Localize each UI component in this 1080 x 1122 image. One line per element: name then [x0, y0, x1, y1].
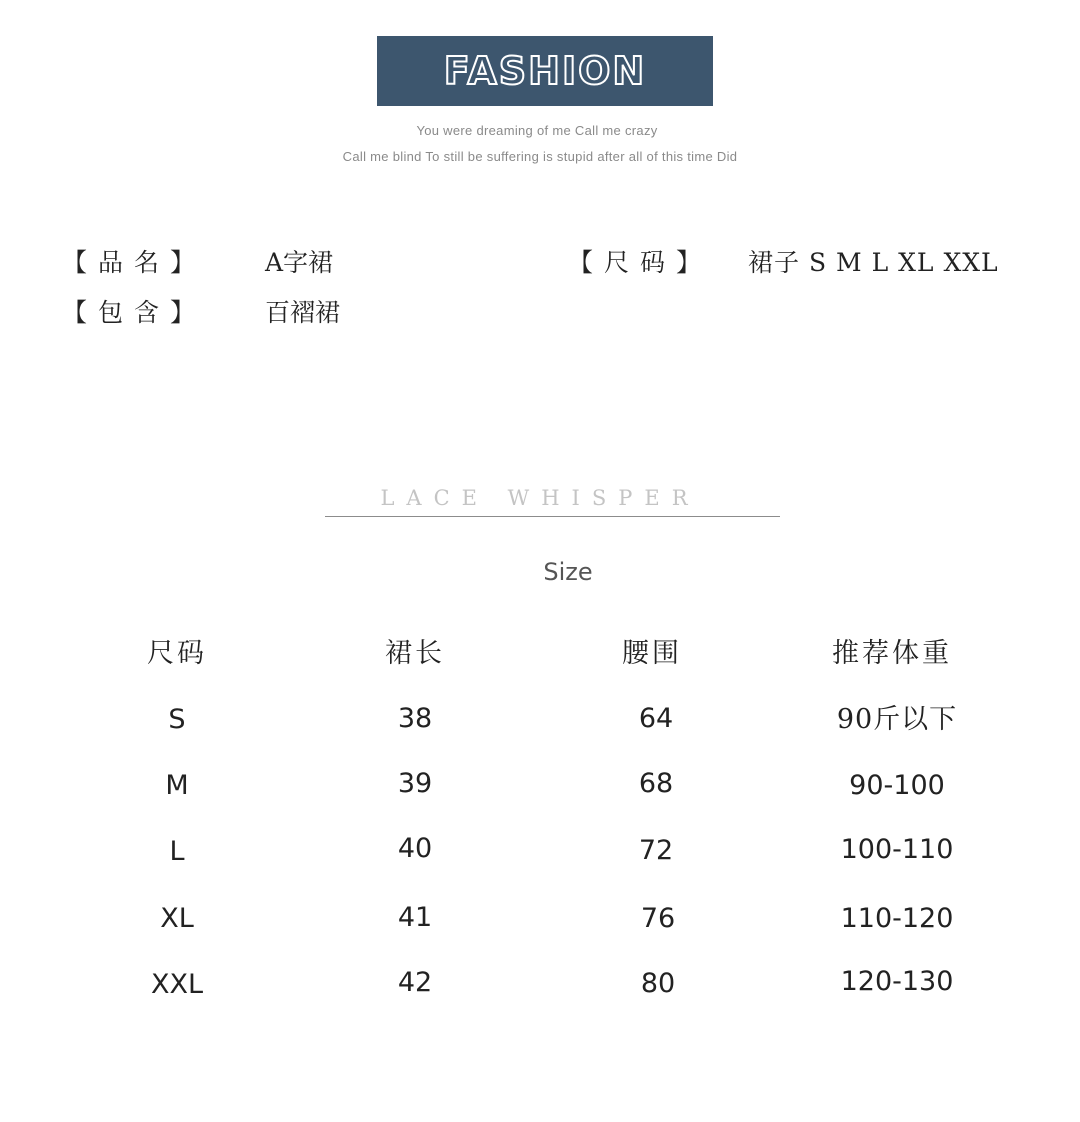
- table-cell-waist: 76: [640, 903, 676, 934]
- fashion-banner: [377, 36, 713, 106]
- table-cell-length: 40: [397, 833, 433, 864]
- banner-title: FASHION: [443, 49, 647, 93]
- table-cell-waist: 68: [638, 768, 674, 799]
- table-header-size: 尺码: [147, 638, 207, 669]
- table-cell-weight: 110-120: [840, 903, 954, 934]
- tagline-line-2: Call me blind To still be suffering is stupid after all of this time Did: [342, 149, 738, 164]
- table-cell-weight: 90斤以下: [836, 704, 958, 735]
- product-name-label: 【品名】: [62, 248, 207, 277]
- table-cell-weight: 100-110: [840, 834, 954, 865]
- table-cell-waist: 80: [640, 968, 676, 999]
- product-size-label: 【尺码】: [568, 248, 713, 277]
- table-cell-waist: 72: [638, 835, 674, 866]
- table-header-waist: 腰围: [622, 638, 682, 669]
- product-size-value: 裙子 S M L XL XXL: [748, 248, 999, 277]
- tagline-line-1: You were dreaming of me Call me crazy: [416, 123, 658, 138]
- divider-line: [325, 516, 780, 517]
- table-cell-waist: 64: [638, 703, 674, 734]
- table-cell-length: 39: [397, 768, 433, 799]
- product-name-value: A字裙: [265, 248, 334, 277]
- table-cell-length: 41: [397, 902, 433, 933]
- table-cell-weight: 90-100: [849, 770, 945, 801]
- table-cell-size: M: [165, 770, 189, 801]
- lace-whisper-decor: LACE WHISPER: [380, 486, 700, 510]
- table-cell-size: XXL: [150, 969, 204, 1000]
- table-cell-length: 42: [397, 967, 433, 998]
- table-cell-size: L: [169, 836, 185, 867]
- table-header-weight: 推荐体重: [832, 638, 952, 669]
- table-cell-size: S: [168, 704, 186, 735]
- table-cell-length: 38: [397, 703, 433, 734]
- table-header-length: 裙长: [385, 638, 445, 669]
- product-includes-label: 【包含】: [62, 298, 207, 327]
- size-section-title: Size: [543, 558, 593, 586]
- table-cell-size: XL: [160, 903, 194, 934]
- table-cell-weight: 120-130: [840, 966, 954, 997]
- product-includes-value: 百褶裙: [265, 298, 341, 327]
